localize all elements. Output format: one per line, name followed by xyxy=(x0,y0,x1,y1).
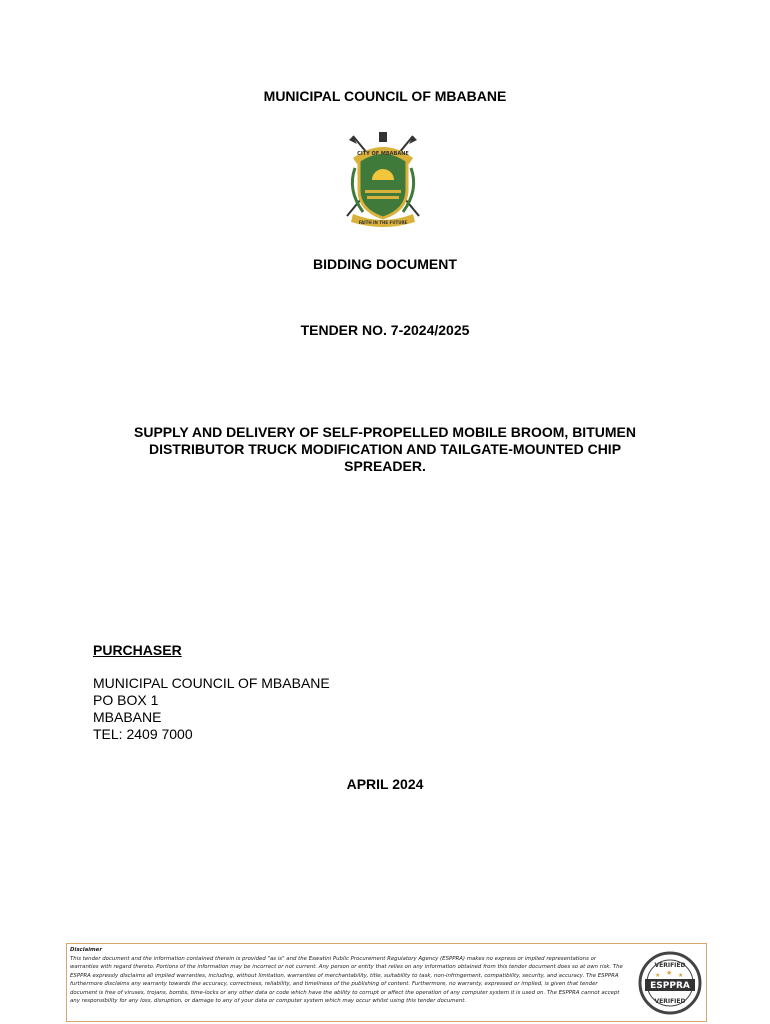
subject-line: DISTRIBUTOR TRUCK MODIFICATION AND TAILGATE-MOUNTED CHIP xyxy=(148,441,622,457)
disclaimer-text xyxy=(70,946,625,1006)
esppra-verified-seal-icon xyxy=(637,947,703,1019)
svg-text:★: ★ xyxy=(678,973,684,979)
tender-subject xyxy=(90,424,680,475)
disclaimer-box xyxy=(66,943,707,1022)
subject-line: SPREADER. xyxy=(344,458,426,474)
svg-text:ESPPRA: ESPPRA xyxy=(650,981,690,991)
svg-text:VERIFIED: VERIFIED xyxy=(654,962,686,969)
purchaser-line: PO BOX 1 xyxy=(93,692,159,708)
tender-number: TENDER NO. 7-2024/2025 xyxy=(300,322,470,338)
svg-text:CITY OF MBABANE: CITY OF MBABANE xyxy=(357,151,409,157)
issue-date: APRIL 2024 xyxy=(346,776,424,792)
disclaimer-title: Disclaimer xyxy=(70,947,102,953)
svg-text:FAITH IN THE FUTURE: FAITH IN THE FUTURE xyxy=(358,220,408,225)
purchaser-address xyxy=(93,675,330,743)
svg-text:★: ★ xyxy=(666,970,673,977)
disclaimer-body: This tender document and the information contained therein is provided "as is" and the Eswatini Public Procurement Regulatory Agency (ESPPRA) makes no express or implied representations or warranties with regard thereto. Portions of the information may be incorrect or not current. Any person or entity that relies on any information obtained from this tender document does so at own risk. The ESPPRA expressly disclaims all implied warranties, including, without limitation, warranties of merchantability, title, suitability to task, non-infringement, compatibility, security, and accuracy. The ESPPRA furthermore disclaims any warranty towards the accuracy, correctness, reliability, and timeliness of the publishing of content. Furthermore, no warranty, expressed or implied, is given that tender document is free of viruses, trojans, bombs, time-locks or any other data or code which have the ability to corrupt or affect the operation of any computer system it is used on. The ESPPRA cannot accept any responsibility for any loss, disruption, or damage to any of your data or computer system which may occur whilst using this tender document. xyxy=(70,955,623,1004)
subject-line: SUPPLY AND DELIVERY OF SELF-PROPELLED MOBILE BROOM, BITUMEN xyxy=(134,424,636,440)
purchaser-heading: PURCHASER xyxy=(93,642,182,658)
purchaser-line: MBABANE xyxy=(93,709,162,725)
document-type: BIDDING DOCUMENT xyxy=(313,256,457,272)
council-title: MUNICIPAL COUNCIL OF MBABANE xyxy=(263,88,507,104)
svg-text:VERIFIED: VERIFIED xyxy=(654,998,686,1005)
purchaser-line: MUNICIPAL COUNCIL OF MBABANE xyxy=(93,675,330,691)
city-crest-logo xyxy=(333,128,433,232)
svg-text:★: ★ xyxy=(655,973,661,979)
purchaser-line: TEL: 2409 7000 xyxy=(93,726,193,742)
